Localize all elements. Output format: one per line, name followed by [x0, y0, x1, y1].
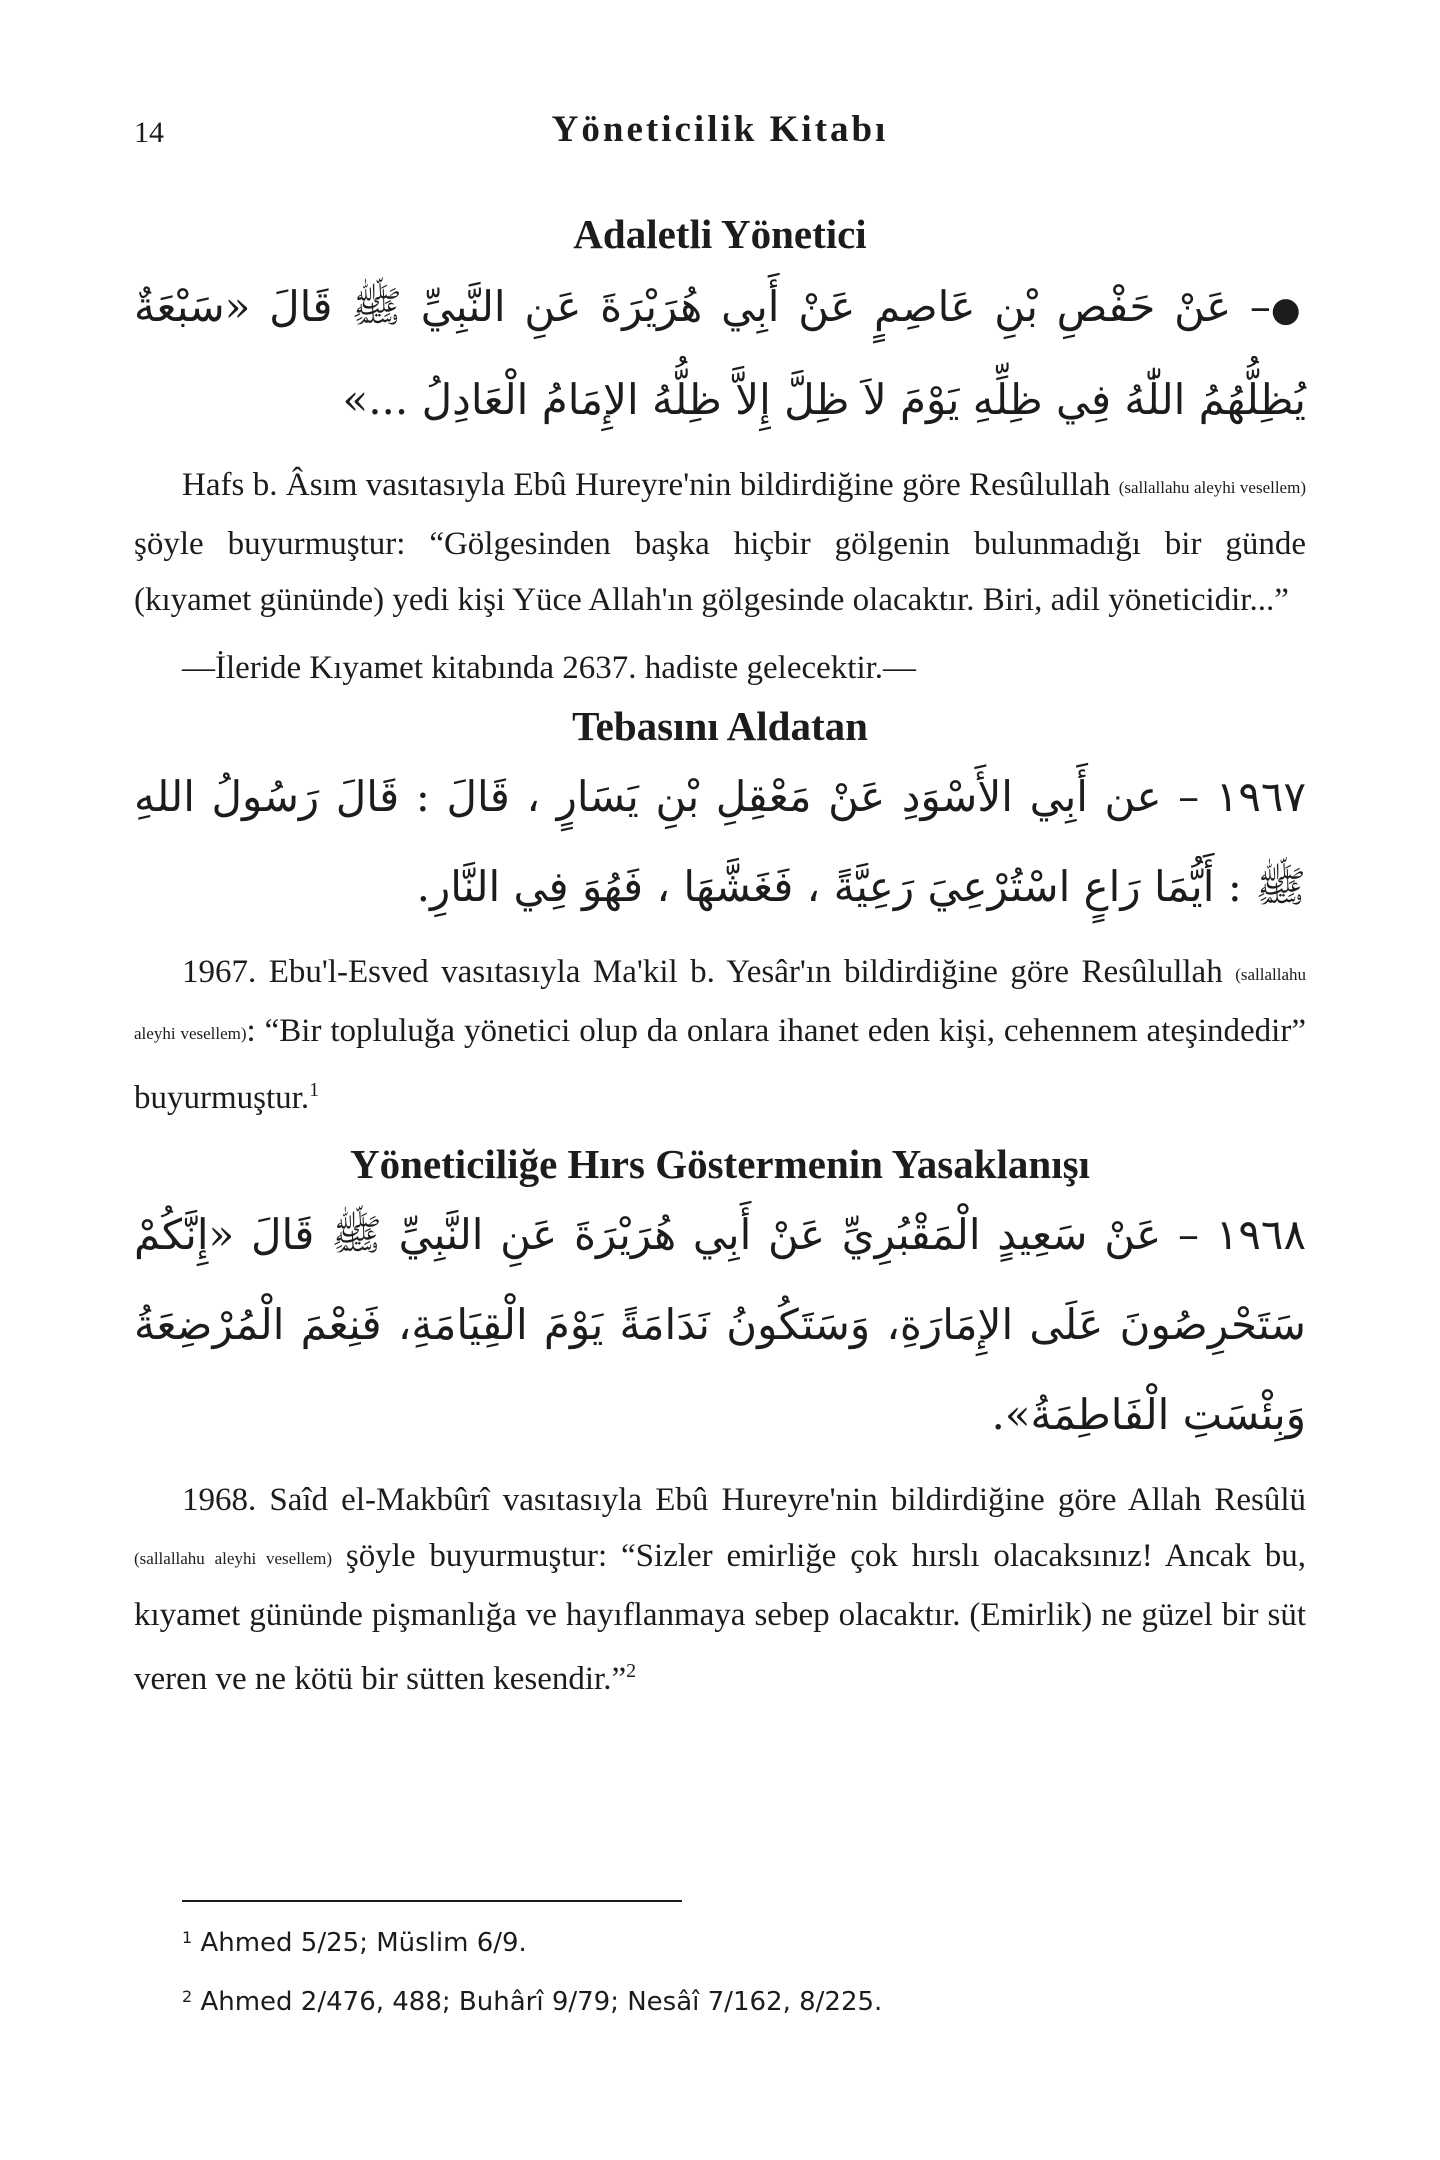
- footnote-text: Ahmed 5/25; Müslim 6/9.: [200, 1928, 527, 1958]
- translation-lead: 1968. Saîd el-Makbûrî vasıtasıyla Ebû Hureyre'nin bildirdiğine göre Allah Resûlü: [182, 1482, 1306, 1518]
- honorific: (sallallahu aleyhi vesellem): [1118, 478, 1306, 497]
- footnote-item: [182, 1979, 1306, 2020]
- footnote-reference[interactable]: 1: [309, 1079, 320, 1101]
- arabic-hadith-text: ١٩٦٨ – عَنْ سَعِيدٍ الْمَقْبُرِيِّ عَنْ أَبِي هُرَيْرَةَ عَنِ النَّبِيِّ ﷺ قَالَ «إِنَّكُمْ سَتَحْرِصُونَ عَلَى الإِمَارَةِ، وَسَتَكُونُ نَدَامَةً يَوْمَ الْقِيَامَةِ، فَنِعْمَ الْمُرْضِعَةُ وَبِئْسَتِ الْفَاطِمَةُ».: [134, 1210, 1306, 1439]
- footnote-item: [182, 1920, 1306, 1961]
- footnote-text: Ahmed 2/476, 488; Buhârî 9/79; Nesâî 7/162, 8/225.: [200, 1987, 883, 2017]
- page-number: 14: [134, 116, 164, 149]
- honorific: (sallallahu aleyhi vesellem): [134, 965, 1306, 1043]
- book-title: Yöneticilik Kitabı: [551, 109, 889, 150]
- translation-lead: Hafs b. Âsım vasıtasıyla Ebû Hureyre'nin bildirdiğine göre Resûlullah: [182, 467, 1119, 503]
- footnote-number: 2: [182, 1987, 193, 2006]
- arabic-hadith-text: [134, 262, 1306, 445]
- translation-lead: 1967. Ebu'l-Esved vasıtasıyla Ma'kil b. Yesâr'ın bildirdiğine göre Resûlullah: [182, 954, 1236, 990]
- honorific: (sallallahu aleyhi vesellem): [134, 1549, 333, 1568]
- footnotes: [134, 1900, 1306, 2020]
- turkish-translation: [134, 1472, 1306, 1707]
- translation-body: şöyle buyurmuştur: “Sizler emirliğe çok hırslı olacaksınız! Ancak bu, kıyamet gününde pişmanlığa ve hayıflanmaya sebep olacaktır. (Emirlik) ne güzel bir süt veren ve ne kötü bir sütten kesendir.”: [134, 1538, 1306, 1697]
- footnote-divider: [182, 1900, 682, 1902]
- arabic-hadith-text: ١٩٦٧ – عن أَبِي الأَسْوَدِ عَنْ مَعْقِلِ بْنِ يَسَارٍ ، قَالَ : قَالَ رَسُولُ اللهِ ﷺ : أَيُّمَا رَاعٍ اسْتُرْعِيَ رَعِيَّةً ، فَغَشَّهَا ، فَهُوَ فِي النَّارِ.: [134, 772, 1306, 911]
- bullet-icon: ●: [1270, 290, 1306, 330]
- arabic-hadith-body: – عَنْ حَفْصِ بْنِ عَاصِمٍ عَنْ أَبِي هُرَيْرَةَ عَنِ النَّبِيِّ ﷺ قَالَ «سَبْعَةٌ يُظِلُّهُمُ اللّٰهُ فِي ظِلِّهِ يَوْمَ لاَ ظِلَّ إِلاَّ ظِلُّهُ الإِمَامُ الْعَادِلُ ...»: [134, 282, 1306, 424]
- section-title-tebasini-aldatan: Tebasını Aldatan: [572, 703, 868, 749]
- cross-reference-note: —İleride Kıyamet kitabında 2637. hadiste gelecektir.—: [182, 650, 917, 686]
- section-title-adaletli-yonetici: Adaletli Yönetici: [573, 211, 867, 257]
- running-head: [134, 108, 1306, 158]
- translation-body: : “Bir topluluğa yönetici olup da onlara ihanet eden kişi, cehennem ateşindedir” buyurmuştur.: [134, 1013, 1306, 1116]
- footnote-number: 1: [182, 1928, 193, 1947]
- translation-body: şöyle buyurmuştur: “Gölgesinden başka hiçbir gölgenin bulunmadığı bir günde (kıyamet gününde) yedi kişi Yüce Allah'ın gölgesinde olacaktır. Biri, adil yöneticidir...”: [134, 526, 1306, 618]
- turkish-translation: [134, 944, 1306, 1126]
- section-title-hirs-yasaklanisi: Yöneticiliğe Hırs Göstermenin Yasaklanışı: [350, 1141, 1090, 1187]
- turkish-translation: [134, 457, 1306, 628]
- footnote-reference[interactable]: 2: [626, 1660, 637, 1682]
- page-content: [134, 200, 1306, 1707]
